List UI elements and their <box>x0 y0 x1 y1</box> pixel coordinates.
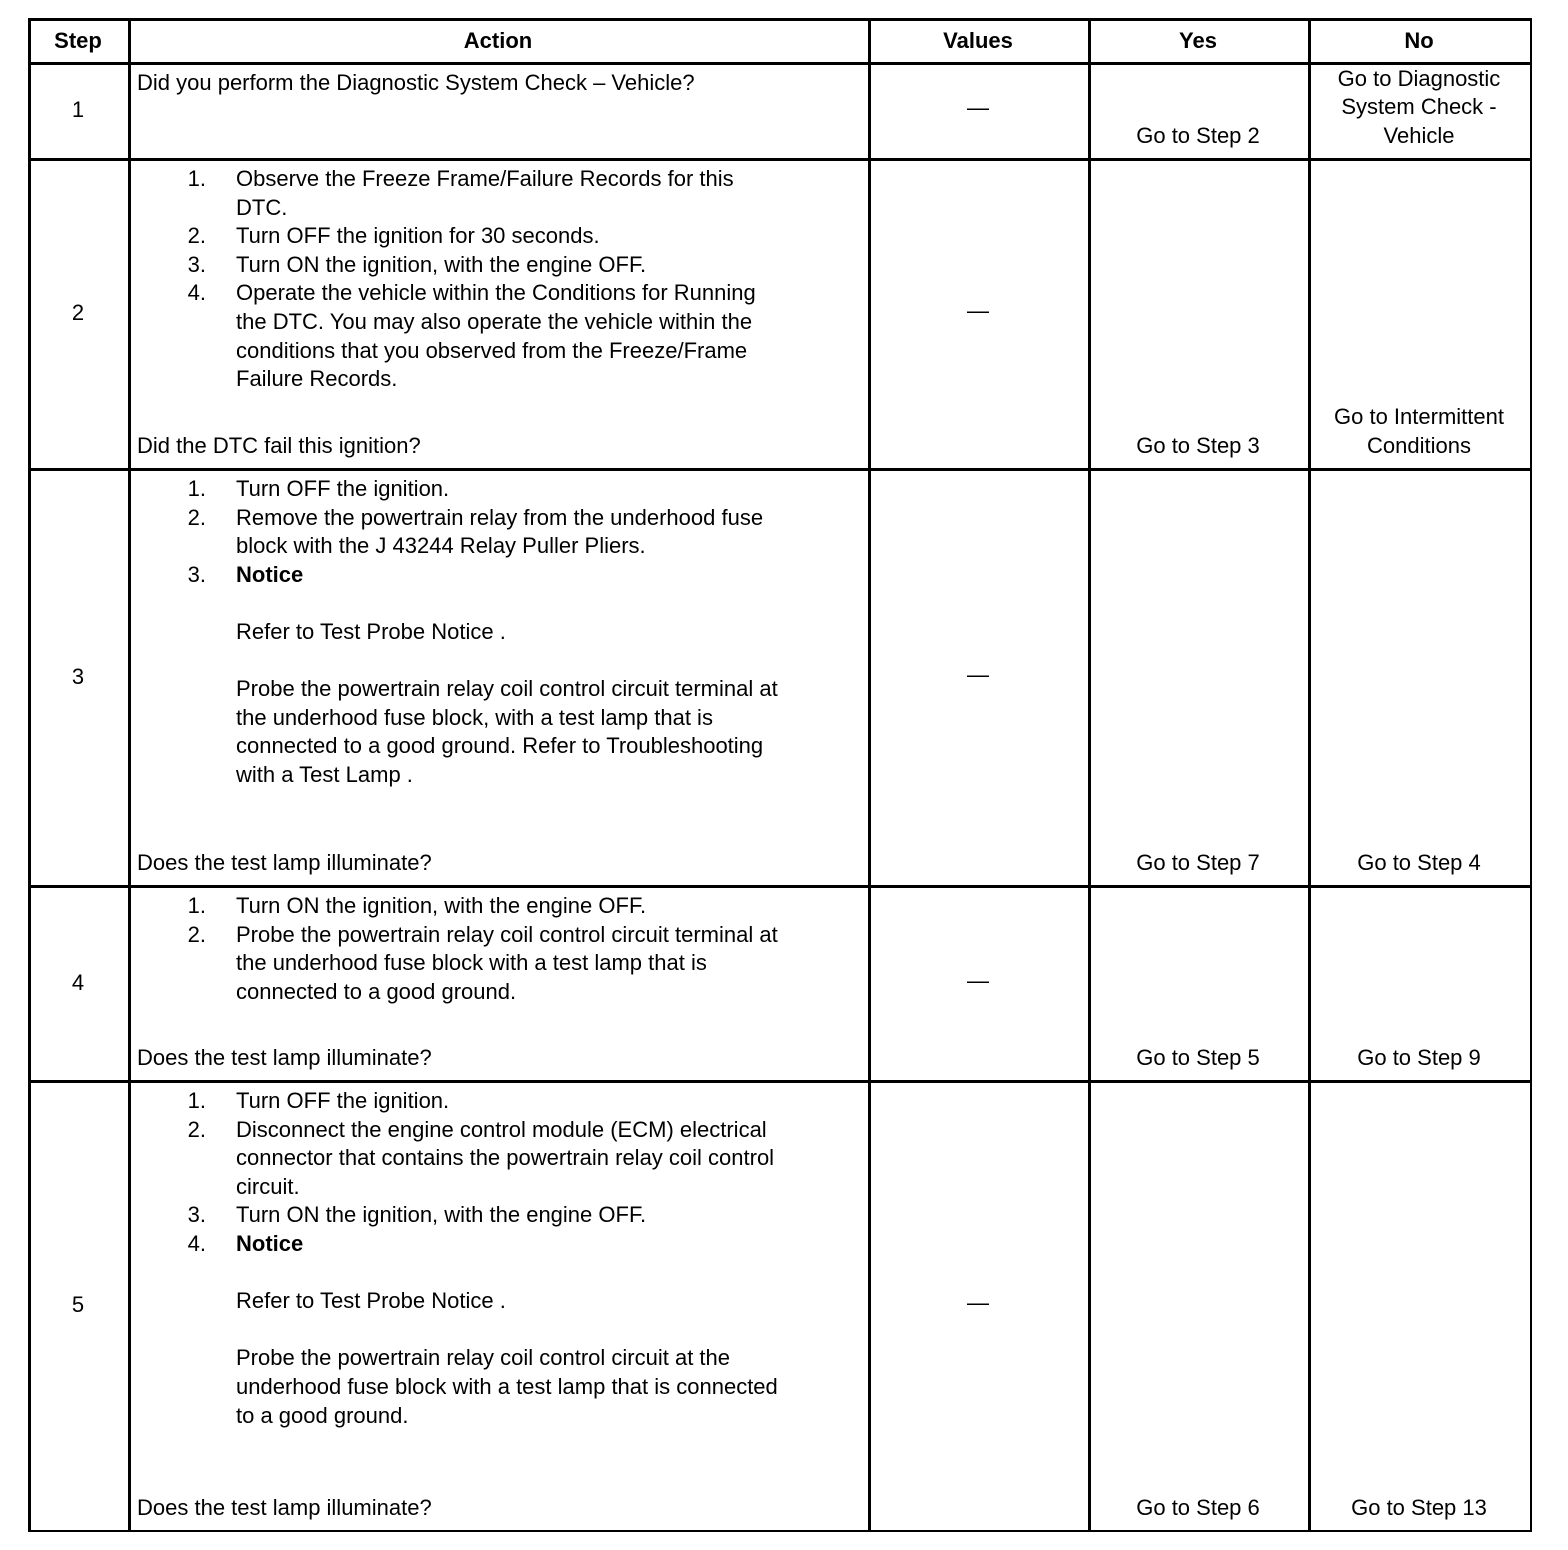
header-no: No <box>1404 28 1434 53</box>
value-dash: — <box>967 298 989 323</box>
no-result: Go to Diagnostic <box>1337 65 1501 91</box>
table-cell <box>1091 161 1308 468</box>
yes-result: Go to Step 2 <box>1136 123 1260 148</box>
list-item-text: Turn ON the ignition, with the engine OFF. <box>236 251 647 277</box>
list-item-text: Remove the powertrain relay from the underhood fuse <box>236 504 764 530</box>
list-item-text: Turn OFF the ignition for 30 seconds. <box>236 223 600 249</box>
header-yes: Yes <box>1179 28 1217 53</box>
no-result: Go to Step 9 <box>1357 1045 1481 1070</box>
probe-instruction: to a good ground. <box>236 1402 409 1428</box>
step-number: 3 <box>71 663 85 689</box>
list-item-text: Turn ON the ignition, with the engine OFF. <box>236 893 647 918</box>
yes-result: Go to Step 6 <box>1136 1495 1260 1520</box>
table-cell <box>1091 471 1308 885</box>
table-cell <box>1311 1083 1530 1530</box>
value-dash: — <box>967 1290 989 1315</box>
step-number: 4 <box>71 969 85 995</box>
list-item-text: Turn OFF the ignition. <box>236 1088 450 1113</box>
yes-result: Go to Step 5 <box>1136 1045 1260 1070</box>
list-item-number: 2. <box>187 504 206 530</box>
list-item-text: block with the J 43244 Relay Puller Pliers. <box>236 533 646 559</box>
value-dash: — <box>967 661 989 687</box>
list-item-number: 4. <box>187 280 206 306</box>
list-item-number: 1. <box>187 166 206 191</box>
probe-instruction: underhood fuse block with a test lamp that is connected <box>236 1374 778 1399</box>
list-item-text: circuit. <box>236 1173 300 1199</box>
list-item-number: 3. <box>187 561 206 587</box>
action-question: Does the test lamp illuminate? <box>137 850 432 875</box>
probe-instruction: Probe the powertrain relay coil control circuit at the <box>236 1345 731 1371</box>
no-result: System Check - <box>1341 94 1497 120</box>
list-item-number: 2. <box>187 1116 206 1142</box>
header-action: Action <box>463 28 533 53</box>
list-item-text: connector that contains the powertrain relay coil control <box>236 1145 775 1171</box>
probe-instruction: connected to a good ground. Refer to Troubleshooting <box>236 733 764 759</box>
list-item-number: 4. <box>187 1231 206 1256</box>
no-result: Go to Step 13 <box>1351 1495 1487 1520</box>
yes-result: Go to Step 3 <box>1136 433 1260 458</box>
list-item-text: the underhood fuse block with a test lamp that is <box>236 950 707 976</box>
list-item-text: connected to a good ground. <box>236 978 517 1004</box>
table-cell <box>1311 471 1530 885</box>
probe-instruction: the underhood fuse block, with a test lamp that is <box>236 704 713 730</box>
step-number: 5 <box>71 1292 85 1317</box>
notice-reference: Refer to Test Probe Notice . <box>236 619 506 644</box>
probe-instruction: Probe the powertrain relay coil control circuit terminal at <box>236 676 778 702</box>
list-item-text: Operate the vehicle within the Conditions for Running <box>236 280 756 306</box>
list-item-text: Observe the Freeze Frame/Failure Records for this <box>236 166 734 191</box>
list-item-text: Probe the powertrain relay coil control circuit terminal at <box>236 921 778 947</box>
action-question: Did the DTC fail this ignition? <box>137 433 421 458</box>
step-number: 1 <box>71 97 85 122</box>
value-dash: — <box>967 967 989 993</box>
no-result: Go to Intermittent <box>1334 404 1504 430</box>
list-item-text: the DTC. You may also operate the vehicle within the <box>236 309 753 334</box>
probe-instruction: with a Test Lamp . <box>236 762 413 787</box>
list-item-text: Disconnect the engine control module (ECM) electrical <box>236 1116 767 1142</box>
list-item-text: conditions that you observed from the Freeze/Frame <box>236 337 748 363</box>
list-item-number: 3. <box>187 251 206 277</box>
yes-result: Go to Step 7 <box>1136 850 1260 875</box>
list-item-text: Failure Records. <box>236 366 398 392</box>
list-item-text: DTC. <box>236 194 288 220</box>
list-item-number: 2. <box>187 223 206 249</box>
header-values: Values <box>943 28 1013 53</box>
notice-heading: Notice <box>236 561 304 587</box>
list-item-number: 1. <box>187 893 206 918</box>
list-item-text: Turn OFF the ignition. <box>236 476 450 501</box>
no-result: Go to Step 4 <box>1357 850 1481 875</box>
header-step: Step <box>54 28 102 53</box>
notice-heading: Notice <box>236 1231 304 1256</box>
table-cell <box>1091 1083 1308 1530</box>
notice-reference: Refer to Test Probe Notice . <box>236 1288 506 1314</box>
list-item-number: 1. <box>187 1088 206 1113</box>
action-question: Does the test lamp illuminate? <box>137 1495 432 1520</box>
list-item-number: 2. <box>187 921 206 947</box>
no-result: Vehicle <box>1383 123 1455 148</box>
step-number: 2 <box>71 300 85 325</box>
no-result: Conditions <box>1367 433 1471 458</box>
list-item-text: Turn ON the ignition, with the engine OFF. <box>236 1202 647 1228</box>
list-item-number: 3. <box>187 1202 206 1228</box>
action-question: Did you perform the Diagnostic System Check – Vehicle? <box>137 70 695 95</box>
list-item-number: 1. <box>187 476 206 501</box>
value-dash: — <box>967 95 989 120</box>
action-question: Does the test lamp illuminate? <box>137 1045 432 1070</box>
